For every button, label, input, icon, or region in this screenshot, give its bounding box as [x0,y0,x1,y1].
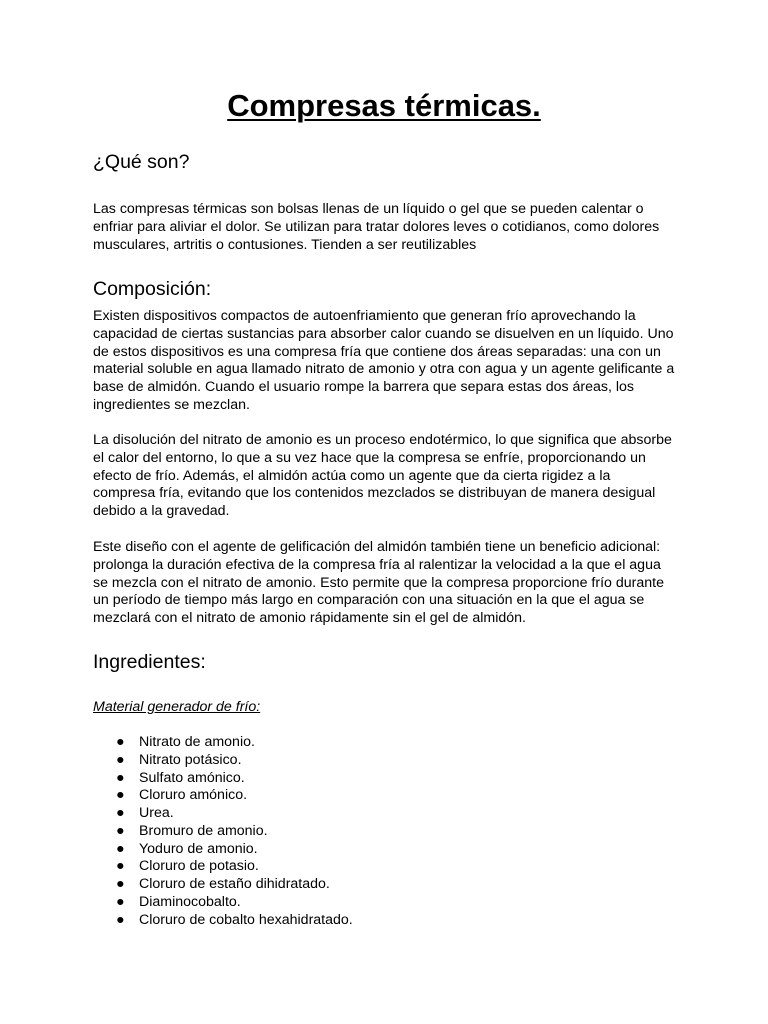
list-item-text: Cloruro de potasio. [139,858,259,875]
list-item-text: Yoduro de amonio. [139,840,258,857]
list-item-text: Nitrato de amonio. [139,734,255,750]
heading-ingredientes: Ingredientes: [93,651,206,673]
paragraph-composicion-1: Existen dispositivos compactos de autoenfriamiento que generan frío aprovechando la capacidad de ciertas sustancias para absorber calor cuando se disuelven en un líquido. Uno de estos dispositivos es una compresa fría que contiene dos áreas separadas: una con un material soluble en agua llamado nitrato de amonio y otra con agua y un agente gelificante a base de almidón. Cuando el usuario rompe la barrera que separa estas dos áreas, los ingredientes se mezclan. [93,308,675,413]
bullet-icon: ● [116,911,125,928]
bullet-icon: ● [116,769,125,786]
list-item [93,734,353,752]
list-item-text: Nitrato potásico. [139,751,242,768]
list-item-text: Cloruro de cobalto hexahidratado. [139,911,353,928]
list-item [93,841,353,859]
list-item [93,823,353,841]
list-item-text: Cloruro de estaño dihidratado. [139,876,330,892]
bullet-icon: ● [116,734,125,750]
paragraph-composicion-2: La disolución del nitrato de amonio es un proceso endotérmico, lo que significa que absorbe el calor del entorno, lo que a su vez hace que la compresa se enfríe, proporcionando un efecto de frío. Además, el almidón actúa como un agente que da cierta rigidez a la compresa fría, evitando que los contenidos mezclados se distribuyan de manera desigual debido a la gravedad. [93,432,672,520]
bullet-icon: ● [116,876,125,892]
ingredient-list [93,734,353,929]
list-item-text: Sulfato amónico. [139,769,245,786]
list-item [93,752,353,770]
list-item [93,770,353,788]
bullet-icon: ● [116,805,125,821]
list-item [93,894,353,912]
heading-que-son: ¿Qué son? [93,151,190,173]
subheading-material: Material generador de frío: [93,699,261,715]
document-title: Compresas térmicas. [227,88,541,123]
bullet-icon: ● [116,840,125,857]
list-item-text: Cloruro amónico. [139,787,248,804]
bullet-icon: ● [116,787,125,804]
list-item [93,805,353,823]
list-item-text: Diaminocobalto. [139,893,241,910]
bullet-icon: ● [116,751,125,768]
list-item-text: Bromuro de amonio. [139,822,268,839]
bullet-icon: ● [116,893,125,910]
bullet-icon: ● [116,822,125,839]
paragraph-composicion-3: Este diseño con el agente de gelificación del almidón también tiene un beneficio adicional: prolonga la duración efectiva de la compresa fría al ralentizar la velocidad a la que el agua se mezcla con el nitrato de amonio. Esto permite que la compresa proporcione frío durante un período de tiempo más largo en comparación con una situación en la que el agua se mezclará con el nitrato de amonio rápidamente sin el gel de almidón. [93,539,664,627]
list-item [93,912,353,930]
list-item [93,787,353,805]
paragraph-que-son: Las compresas térmicas son bolsas llenas de un líquido o gel que se pueden calentar o enfriar para aliviar el dolor. Se utilizan para tratar dolores leves o cotidianos, como dolores musculares, artritis o contusiones. Tienden a ser reutilizables [93,201,660,253]
bullet-icon: ● [116,858,125,875]
list-item [93,876,353,894]
list-item-text: Urea. [139,805,174,821]
list-item [93,858,353,876]
heading-composicion: Composición: [93,278,212,300]
